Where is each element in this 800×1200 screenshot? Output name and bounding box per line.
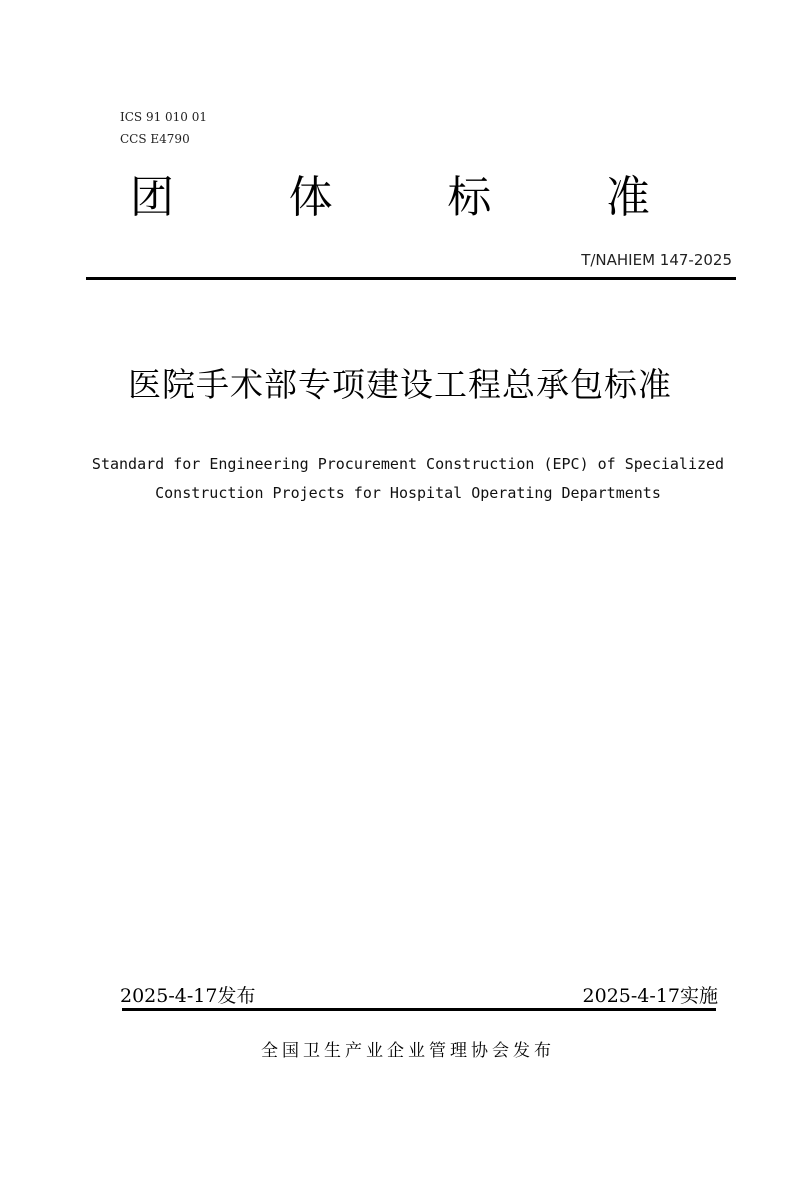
ccs-code: CCS E4790 — [120, 132, 190, 146]
title-english-line: Standard for Engineering Procurement Construction (EPC) of Specialized — [91, 455, 725, 473]
bottom-divider — [122, 1008, 716, 1011]
implement-date: 2025-4-17实施 — [582, 985, 718, 1007]
title-chinese: 医院手术部专项建设工程总承包标准 — [128, 365, 672, 404]
issuer: 全国卫生产业企业管理协会发布 — [261, 1041, 555, 1061]
title-english — [0, 450, 800, 508]
standard-type-char: 准 — [605, 172, 650, 223]
title-english-line: Construction Projects for Hospital Operating Departments — [155, 484, 661, 502]
standard-type-char: 体 — [288, 172, 333, 223]
standard-number: T/NAHIEM 147-2025 — [581, 251, 732, 269]
classification-codes — [120, 106, 207, 150]
standard-type-heading — [130, 168, 650, 228]
standard-type-char: 标 — [447, 172, 492, 223]
ics-code: ICS 91 010 01 — [120, 110, 208, 124]
standard-type-char: 团 — [130, 172, 174, 223]
publish-date: 2025-4-17发布 — [120, 985, 256, 1007]
top-divider — [86, 277, 736, 280]
